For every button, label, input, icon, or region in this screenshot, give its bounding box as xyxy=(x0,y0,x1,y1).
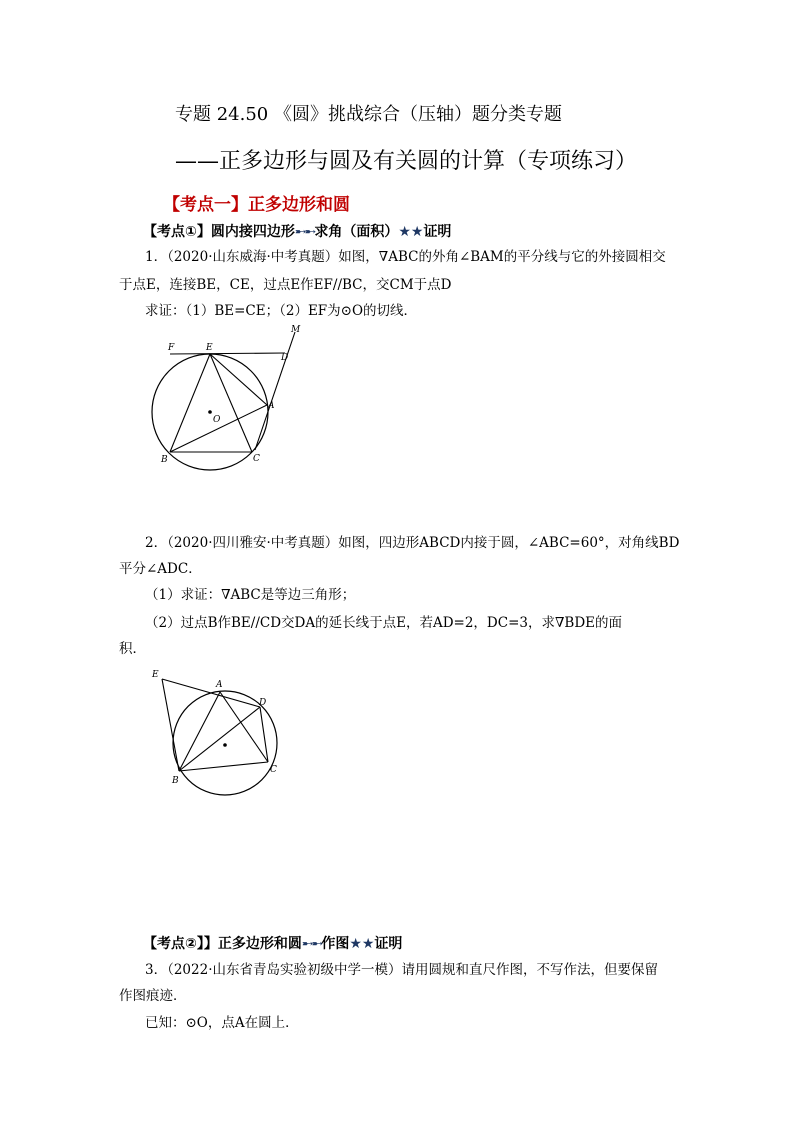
fig1-label-M: M xyxy=(291,325,301,335)
q2-line-3: （1）求证：∇ABC是等边三角形； xyxy=(145,587,356,603)
q2-line-1: 2．（2020·四川雅安·中考真题）如图，四边形ABCD内接于圆，∠ABC=60°，对角线BD xyxy=(145,535,680,551)
kp2-label: 【考点②】】正多边形和圆 xyxy=(143,936,302,952)
fig1-label-A: A xyxy=(268,401,275,411)
fig2-line-BA xyxy=(179,692,220,771)
title-line-2: ——正多边形与圆及有关圆的计算（专项练习） xyxy=(175,149,638,174)
fig2-label-D: D xyxy=(259,698,267,708)
fig1-line-BA xyxy=(170,405,267,452)
fig2-line-ED xyxy=(162,679,260,707)
q1-line-1: 1．（2020·山东威海·中考真题）如图，∇ABC的外角∠BAM的平分线与它的外接圆相交 xyxy=(145,249,666,265)
title-line-1: 专题 24.50 《圆》挑战综合（压轴）题分类专题 xyxy=(175,104,562,125)
knowledge-point-2 xyxy=(143,933,402,953)
q3-line-3: 已知：⊙O，点A在圆上． xyxy=(145,1015,299,1031)
star-icon: ★★ xyxy=(398,224,424,240)
figure-2 xyxy=(150,665,290,795)
fig1-line-CM xyxy=(255,332,295,450)
q1-line-3: 求证：（1）BE=CE；（2）EF为⊙O的切线． xyxy=(145,303,418,319)
figure-1 xyxy=(140,322,320,472)
q1-line-2: 于点E，连接BE，CE，过点E作EF//BC，交CM于点D xyxy=(119,277,452,293)
kp1-target: 求角（面积） xyxy=(314,224,399,240)
fig2-line-BD xyxy=(179,707,260,771)
fig1-label-C: C xyxy=(253,454,260,464)
fig1-label-F: F xyxy=(168,343,175,353)
fig2-line-DC xyxy=(260,707,268,762)
kp1-suffix: 证明 xyxy=(423,224,452,240)
q3-line-1: 3．（2022·山东省青岛实验初级中学一模）请用圆规和直尺作图，不写作法，但要保留 xyxy=(145,962,658,978)
q3-line-2: 作图痕迹． xyxy=(119,988,187,1004)
fig2-label-E: E xyxy=(152,670,159,680)
star-icon: ★★ xyxy=(349,936,375,952)
fig2-label-A: A xyxy=(216,680,223,690)
arrow-icon: ➸➸ xyxy=(294,224,315,240)
fig1-center-dot xyxy=(208,410,212,414)
kp2-suffix: 证明 xyxy=(374,936,403,952)
fig1-line-EB xyxy=(170,354,210,452)
fig2-center-dot xyxy=(223,743,227,747)
q2-line-4: （2）过点B作BE//CD交DA的延长线于点E，若AD=2，DC=3，求∇BDE的面 xyxy=(145,615,623,631)
knowledge-point-1 xyxy=(143,221,451,241)
fig1-label-E: E xyxy=(206,343,213,353)
kp2-target: 作图 xyxy=(321,936,350,952)
fig2-label-B: B xyxy=(172,776,179,786)
fig2-line-BC xyxy=(179,762,268,771)
kp1-label: 【考点①】圆内接四边形 xyxy=(143,224,295,240)
fig1-label-B: B xyxy=(161,455,168,465)
section-heading: 【考点一】正多边形和圆 xyxy=(163,195,350,215)
q2-line-2: 平分∠ADC． xyxy=(119,561,202,577)
fig1-label-D: D xyxy=(281,353,289,363)
fig1-line-EC xyxy=(210,354,252,452)
fig1-label-O: O xyxy=(213,415,221,425)
fig1-line-FD xyxy=(170,353,285,354)
fig2-label-C: C xyxy=(270,765,277,775)
arrow-icon: ➸➸ xyxy=(301,936,322,952)
q2-line-5: 积． xyxy=(119,641,146,657)
